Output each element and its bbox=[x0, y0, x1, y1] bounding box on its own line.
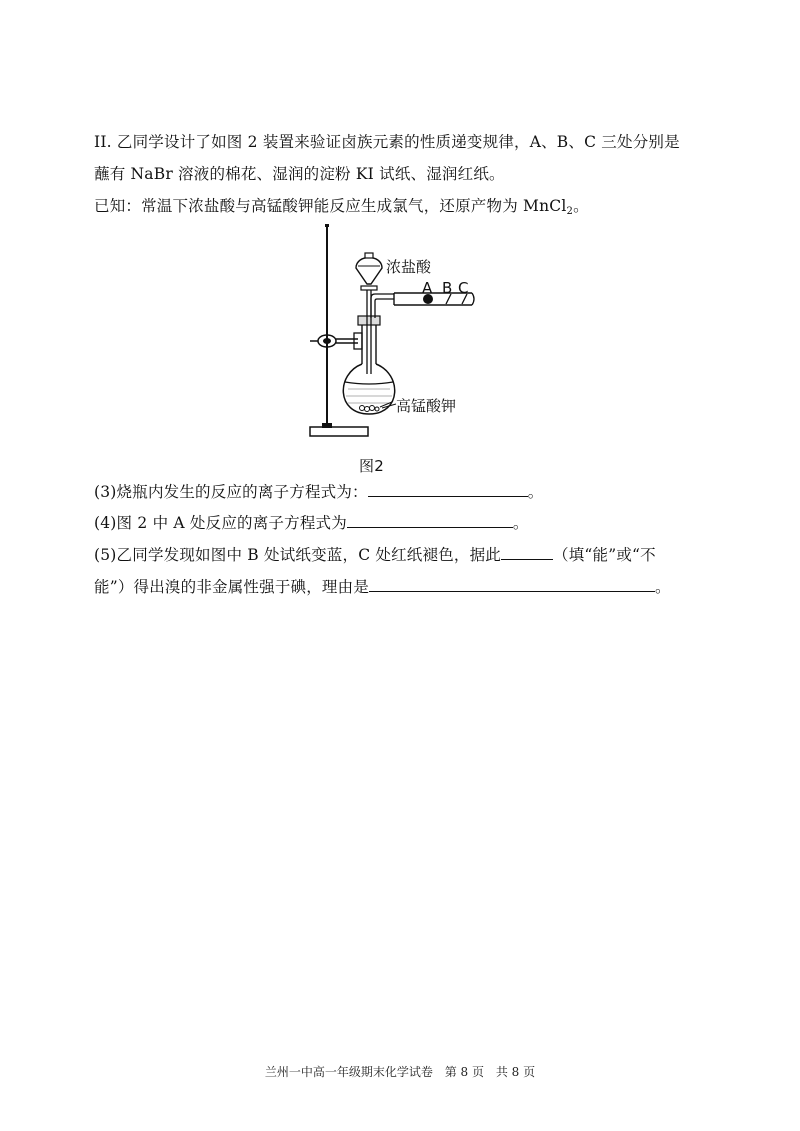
apparatus-figure bbox=[296, 224, 496, 446]
q3-answer-blank[interactable] bbox=[368, 480, 528, 497]
known-subscript: 2 bbox=[566, 206, 574, 217]
question-5-line-2 bbox=[94, 575, 671, 597]
q5-text-1: (5)乙同学发现如图中 B 处试纸变蓝，C 处红纸褪色，据此 bbox=[94, 546, 501, 564]
q5-end: 。 bbox=[655, 578, 671, 596]
separatory-funnel bbox=[356, 258, 382, 285]
question-4 bbox=[94, 511, 529, 533]
label-b: B bbox=[442, 279, 453, 297]
known-text: 已知：常温下浓盐酸与高锰酸钾能反应生成氯气，还原产物为 MnCl bbox=[94, 197, 567, 215]
intro-line-2: 蘸有 NaBr 溶液的棉花、湿润的淀粉 KI 试纸、湿润红纸。 bbox=[94, 165, 505, 183]
q4-text: (4)图 2 中 A 处反应的离子方程式为 bbox=[94, 514, 347, 532]
q4-end: 。 bbox=[512, 514, 529, 532]
known-condition bbox=[94, 196, 589, 222]
question-3 bbox=[94, 480, 543, 502]
figure-caption: 图2 bbox=[359, 457, 384, 475]
q4-answer-blank[interactable] bbox=[347, 511, 513, 528]
label-a: A bbox=[422, 279, 433, 297]
q5-text-2: （填“能”或“不 bbox=[553, 546, 656, 564]
label-c: C bbox=[458, 279, 469, 297]
question-5-line-1 bbox=[94, 543, 656, 565]
stand-base bbox=[310, 427, 368, 436]
q5-answer-blank-1[interactable] bbox=[501, 543, 553, 560]
label-kmno4: 高锰酸钾 bbox=[396, 397, 457, 415]
q5-text-3: 能”）得出溴的非金属性强于碘，理由是 bbox=[94, 578, 370, 596]
q3-end: 。 bbox=[527, 483, 544, 501]
q3-text: (3)烧瓶内发生的反应的离子方程式为： bbox=[94, 483, 368, 501]
intro-line-1: II. 乙同学设计了如图 2 装置来验证卤族元素的性质递变规律，A、B、C 三处分别是 bbox=[94, 133, 680, 151]
footer-title: 兰州一中高一年级期末化学试卷 bbox=[264, 1065, 433, 1079]
footer-total: 共 8 页 bbox=[495, 1065, 536, 1079]
known-suffix: 。 bbox=[573, 197, 589, 215]
footer-page: 第 8 页 bbox=[444, 1065, 484, 1079]
label-conc-hcl: 浓盐酸 bbox=[386, 258, 432, 276]
stopper bbox=[358, 316, 380, 325]
page-footer bbox=[0, 1063, 800, 1080]
q5-answer-blank-2[interactable] bbox=[369, 575, 655, 592]
stopcock bbox=[361, 286, 377, 290]
